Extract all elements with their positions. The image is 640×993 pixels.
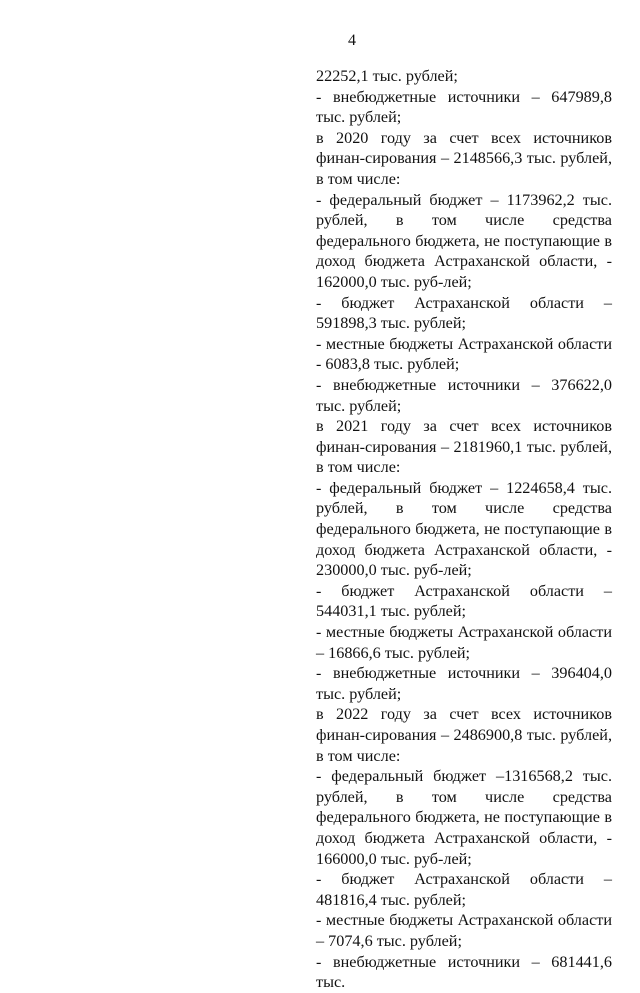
paragraph: - внебюджетные источники – 396404,0 тыс. рублей; <box>316 664 612 703</box>
paragraph: - бюджет Астраханской области – 544031,1 тыс. рублей; <box>316 581 612 621</box>
paragraph: в 2020 году за счет всех источников финан-сирования – 2148566,3 тыс. рублей, в том числе: <box>316 128 612 188</box>
page-number: 4 <box>348 32 356 49</box>
paragraph: - федеральный бюджет –1316568,2 тыс. рублей, в том числе средства федерального бюджета, не поступающие в доход бюджета Астраханской области, - 166000,0 тыс. руб-лей; <box>316 767 612 868</box>
paragraph: - федеральный бюджет – 1173962,2 тыс. рублей, в том числе средства федерального бюджета, не поступающие в доход бюджета Астраханской области, - 162000,0 тыс. руб-лей; <box>316 190 612 291</box>
paragraph: - внебюджетные источники – 647989,8 тыс. рублей; <box>316 87 612 127</box>
paragraph: - внебюджетные источники – 681441,6 тыс. <box>316 952 612 992</box>
paragraph: - бюджет Астраханской области – 591898,3 тыс. рублей; <box>316 293 612 333</box>
paragraph: - местные бюджеты Астраханской области – 7074,6 тыс. рублей; <box>316 911 612 950</box>
paragraph: - местные бюджеты Астраханской области – 16866,6 тыс. рублей; <box>316 623 612 662</box>
paragraph: - местные бюджеты Астраханской области - 6083,8 тыс. рублей; <box>316 334 612 374</box>
paragraph: - внебюджетные источники – 376622,0 тыс. рублей; <box>316 375 612 415</box>
paragraph: - федеральный бюджет – 1224658,4 тыс. рублей, в том числе средства федерального бюджета, не поступающие в доход бюджета Астраханской области, - 230000,0 тыс. руб-лей; <box>316 478 612 580</box>
paragraph: в 2022 году за счет всех источников финан-сирования – 2486900,8 тыс. рублей, в том числе: <box>316 705 612 765</box>
paragraph: в 2021 году за счет всех источников финан-сирования – 2181960,1 тыс. рублей, в том числе: <box>316 417 612 477</box>
body-text <box>316 66 612 993</box>
paragraph: - бюджет Астраханской области – 481816,4 тыс. рублей; <box>316 870 612 909</box>
paragraph: 22252,1 тыс. рублей; <box>316 67 458 85</box>
